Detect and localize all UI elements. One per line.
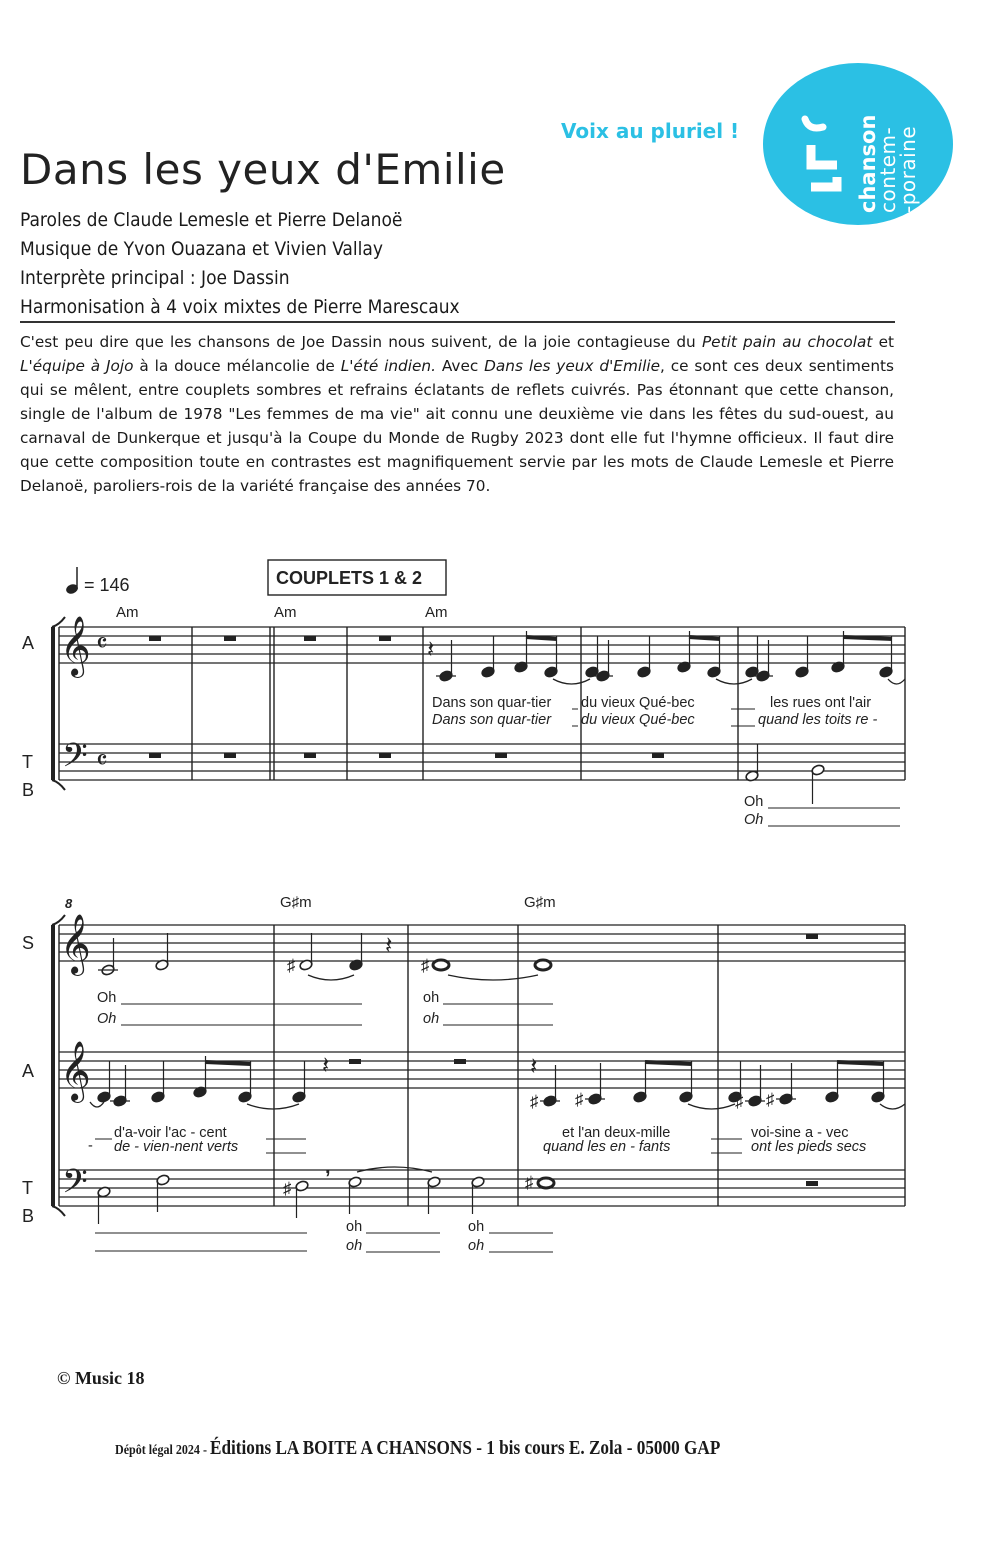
legal-deposit: Dépôt légal 2024 -	[115, 1443, 210, 1458]
soprano-lyric-verse2: oh	[423, 1011, 440, 1027]
whole-rest	[379, 636, 391, 641]
logo-line-1: chanson	[856, 114, 880, 213]
lyric-hyphen: -	[88, 1138, 93, 1154]
publisher-address: Éditions LA BOITE A CHANSONS - 1 bis cours E. Zola - 05000 GAP	[209, 1437, 721, 1459]
whole-rest	[304, 753, 316, 758]
publisher-footer	[115, 1437, 720, 1460]
staff-label-bass: B	[22, 1206, 35, 1226]
intro-text: , ce sont ces deux sentiments qui se mêlent, entre couplets sombres et refrains éclatants de reflets cuivrés. Pas étonnant que cette chanson, single de l'album de 1978 "Les femmes de ma vie" ait connu une deuxième vie dans les fêtes du sud-ouest, au carnaval de Dunkerque et jusqu'à la Coupe du Monde de Rugby 2023 dont elle fut l'hymne officieux. Il faut dire que cette composition toute en contrastes est magnifiquement servie par les mots de Claude Lemesle et Pierre Delanoë, paroliers-rois de la variété française des années 70.	[20, 357, 894, 495]
lyric-verse1: du vieux Qué-bec	[581, 695, 695, 711]
beam	[526, 637, 557, 639]
staff-label-alto: A	[22, 1061, 35, 1081]
sharp-sign: ♯	[530, 1092, 539, 1111]
intro-text: C'est peu dire que les chansons de Joe Dassin nous suivent, de la joie contagieuse du	[20, 333, 702, 351]
alto-lyric-verse2: ont les pieds secs	[751, 1139, 867, 1155]
whole-note	[535, 960, 551, 970]
beam	[837, 1062, 884, 1064]
sharp-sign: ♯	[525, 1173, 534, 1192]
soprano-lyric-verse1: oh	[423, 990, 440, 1006]
alto-lyric-verse1: et l'an deux-mille	[562, 1125, 671, 1141]
tb-lyric-verse2: Oh	[744, 812, 764, 828]
beam	[205, 1062, 251, 1064]
treble-clef: 𝄞	[60, 915, 91, 973]
treble-clef: 𝄞	[60, 617, 91, 675]
lyric-verse2: quand les toits re -	[758, 712, 878, 728]
tie	[90, 1102, 104, 1107]
common-time: 𝄴	[96, 745, 108, 775]
bass-clef: 𝄢	[62, 738, 88, 782]
breath-mark: ,	[325, 1156, 331, 1178]
logo-line-2: contem-	[876, 126, 900, 213]
lyric-verse2: du vieux Qué-bec	[581, 712, 695, 728]
tie	[880, 1104, 905, 1109]
copyright-notice: © Music 18	[57, 1368, 145, 1388]
tb-lyric-verse1: Oh	[744, 794, 764, 810]
credit-arrangement: Harmonisation à 4 voix mixtes de Pierre Marescaux	[20, 296, 460, 318]
intro-italic-title: Petit pain au chocolat	[701, 333, 873, 351]
intro-italic-title: Dans les yeux d'Emilie	[484, 357, 661, 375]
beam	[689, 637, 720, 639]
whole-note	[538, 1178, 554, 1188]
chord-symbol: Am	[116, 604, 139, 621]
chord-symbol: G♯m	[280, 894, 312, 911]
tb-lyric-verse2: oh	[346, 1238, 363, 1254]
section-label: COUPLETS 1 & 2	[276, 568, 423, 588]
beam	[843, 637, 892, 639]
whole-rest	[149, 636, 161, 641]
tempo-marking: = 146	[84, 575, 130, 595]
intro-text: à la douce mélancolie de	[133, 357, 341, 375]
quarter-rest: 𝄽	[427, 636, 435, 663]
alto-lyric-verse2: de - vien-nent verts	[114, 1139, 239, 1155]
staff-label-bass: B	[22, 780, 35, 800]
bass-clef: 𝄢	[62, 1164, 88, 1208]
staff-label-soprano: S	[22, 933, 35, 953]
whole-rest	[304, 636, 316, 641]
measure-number: 8	[65, 896, 73, 911]
staff-label-alto: A	[22, 633, 35, 653]
whole-rest	[149, 753, 161, 758]
credit-music: Musique de Yvon Ouazana et Vivien Vallay	[20, 238, 383, 260]
staff-label-tenor: T	[22, 1178, 33, 1198]
intro-italic-title: L'été indien.	[340, 357, 436, 375]
chord-symbol: Am	[425, 604, 448, 621]
beam	[645, 1062, 692, 1064]
sharp-sign: ♯	[766, 1090, 775, 1109]
credit-lyrics: Paroles de Claude Lemesle et Pierre Delanoë	[20, 209, 403, 231]
tb-lyric-verse2: oh	[468, 1238, 485, 1254]
chord-symbol: Am	[274, 604, 297, 621]
logo-line-3: -poraine	[896, 125, 920, 213]
series-tagline: Voix au pluriel !	[561, 119, 740, 143]
quarter-rest: 𝄽	[530, 1053, 538, 1080]
tie	[553, 679, 590, 684]
lyric-verse2: Dans son quar-tier	[432, 712, 552, 728]
quarter-rest: 𝄽	[385, 932, 393, 959]
tb-lyric-verse1: oh	[468, 1219, 485, 1235]
tie	[716, 679, 752, 684]
staff-label-tenor: T	[22, 752, 33, 772]
whole-rest	[224, 753, 236, 758]
intro-text: Avec	[435, 357, 485, 375]
whole-rest	[224, 636, 236, 641]
intro-text: et	[872, 333, 894, 351]
alto-lyric-verse1: voi-sine a - vec	[751, 1125, 849, 1141]
lyric-verse1: les rues ont l'air	[770, 695, 872, 711]
tie	[888, 679, 905, 684]
intro-italic-title: L'équipe à Jojo	[20, 357, 134, 375]
alto-lyric-verse1: d'a-voir l'ac - cent	[114, 1125, 227, 1141]
lyric-verse1: Dans son quar-tier	[432, 695, 552, 711]
quarter-rest: 𝄽	[322, 1052, 330, 1079]
whole-note	[433, 960, 449, 970]
alto-lyric-verse2: quand les en - fants	[543, 1139, 671, 1155]
sharp-sign: ♯	[421, 956, 430, 975]
whole-rest	[652, 753, 664, 758]
whole-rest	[379, 753, 391, 758]
treble-clef: 𝄞	[60, 1042, 91, 1100]
chord-symbol: G♯m	[524, 894, 556, 911]
whole-rest	[454, 1059, 466, 1064]
whole-rest	[495, 753, 507, 758]
tie	[688, 1104, 735, 1109]
whole-rest	[349, 1059, 361, 1064]
whole-rest	[806, 934, 818, 939]
sharp-sign: ♯	[283, 1179, 292, 1198]
soprano-lyric-verse1: Oh	[97, 990, 117, 1006]
sharp-sign: ♯	[575, 1090, 584, 1109]
song-title: Dans les yeux d'Emilie	[20, 145, 506, 194]
whole-rest	[806, 1181, 818, 1186]
common-time: 𝄴	[96, 628, 108, 658]
tb-lyric-verse1: oh	[346, 1219, 363, 1235]
tie	[247, 1104, 299, 1109]
tie	[448, 975, 538, 980]
sharp-sign: ♯	[735, 1092, 744, 1111]
tie	[308, 975, 354, 980]
soprano-lyric-verse2: Oh	[97, 1011, 117, 1027]
credit-performer: Interprète principal : Joe Dassin	[20, 267, 290, 289]
sharp-sign: ♯	[287, 956, 296, 975]
